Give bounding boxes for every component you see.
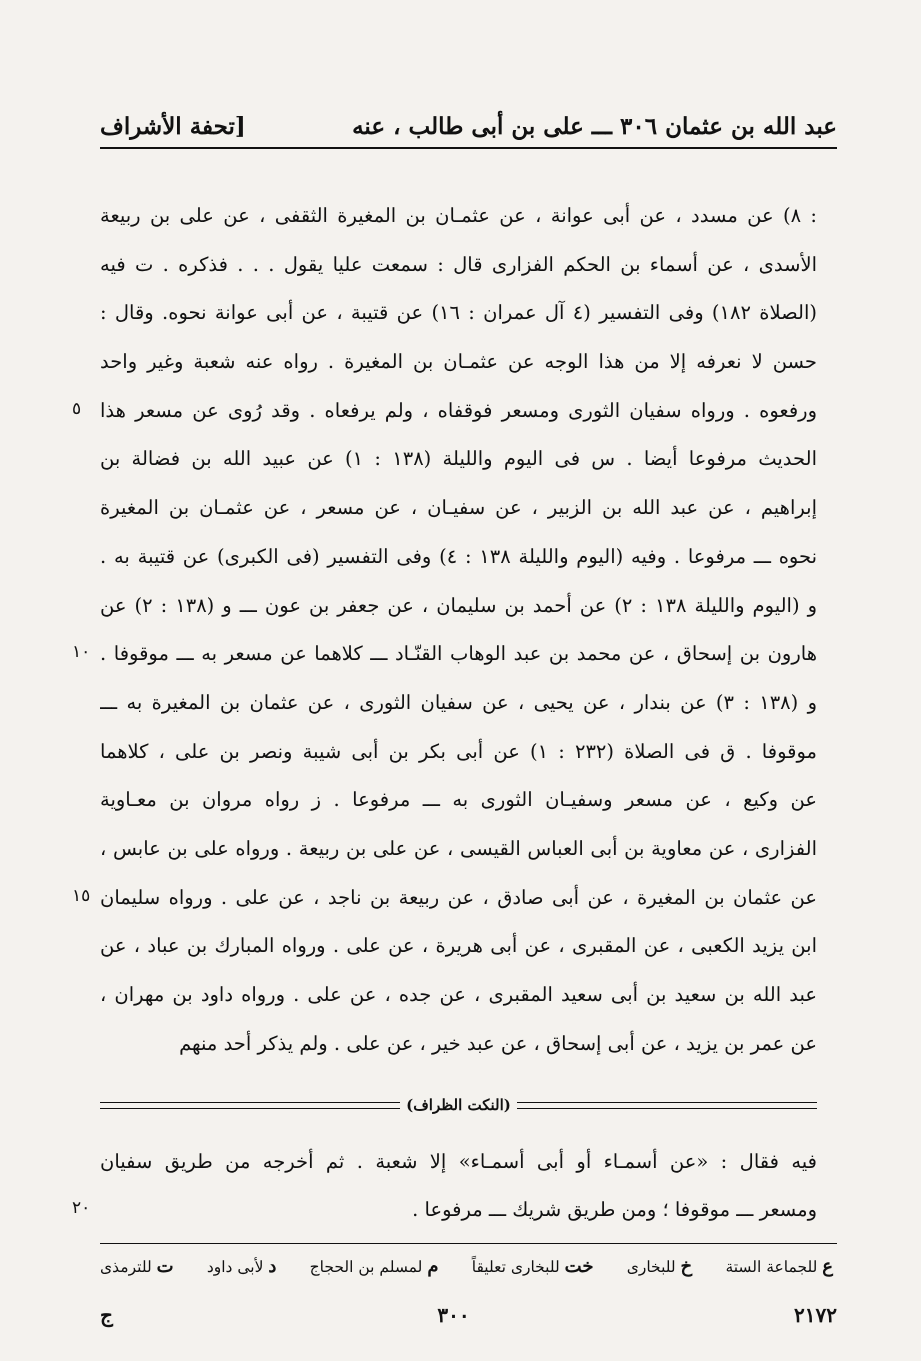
text-line: الأسدى ، عن أسماء بن الحكم الفزارى قال : سمعت عليا يقول . . . فذكره . ت فيه (100, 252, 817, 276)
page-number: ٣٠٠ (437, 1303, 470, 1327)
abbreviation-meaning: للجماعة الستة (725, 1257, 818, 1276)
text-line: الفزارى ، عن معاوية بن أبى العباس القيسى ، عن على بن ربيعة . ورواه على بن عابس ، (100, 836, 817, 860)
abbreviation-symbol: د (268, 1255, 277, 1277)
abbreviation-meaning: لأبى داود (206, 1257, 264, 1276)
text-line: الحديث مرفوعا أيضا . س فى اليوم والليلة (١٣٨ : ١) عن عبيد الله بن فضالة بن (100, 447, 817, 471)
text-line: موقوفا . ق فى الصلاة (٢٣٢ : ١) عن أبى بكر بن أبى شيبة ونصر بن على ، كلاهما (100, 739, 817, 763)
footer-entry-number: ٢١٧٢ (794, 1303, 837, 1327)
divider-label: (النكت الظراف) (406, 1096, 511, 1114)
notes-text (100, 1138, 817, 1234)
text-line: عن وكيع ، عن مسعر وسفيـان الثورى به ـــ مرفوعا . ز رواه مروان بن معـاوية (100, 788, 817, 812)
note-line: فيه فقال : «عن أسمـاء أو أبى أسمـاء» إلا شعبة . ثم أخرجه من طريق سفيان (100, 1150, 817, 1173)
abbreviation-symbol: خ (680, 1255, 693, 1277)
abbreviation-meaning: للترمذى (100, 1257, 152, 1276)
notes-divider (100, 1090, 817, 1120)
abbreviation-key (100, 1252, 833, 1280)
abbreviation-symbol: خت (564, 1255, 594, 1277)
header-section-title: عبد الله بن عثمان ٣٠٦ ـــ على بن أبى طالب ، عنه (352, 112, 837, 140)
text-line: و (اليوم والليلة ١٣٨ : ٢) عن أحمد بن سليمان ، عن جعفر بن عون ـــ و (١٣٨ : ٢) عن (100, 593, 817, 617)
abbreviation-meaning: لمسلم بن الحجاج (309, 1257, 423, 1276)
line-number: ٥ (72, 398, 82, 419)
divider-rule-right (517, 1102, 817, 1109)
abbreviation-symbol: م (427, 1255, 439, 1277)
footer-volume-letter: ج (100, 1303, 113, 1327)
abbreviation-item (627, 1256, 692, 1277)
text-line: (الصلاة ١٨٢) وفى التفسير (٤ آل عمران : ١٦) عن قتيبة ، عن أبى عوانة نحوه. وقال : (100, 301, 817, 325)
abbreviation-item (725, 1256, 833, 1277)
abbreviation-item (100, 1256, 174, 1277)
text-line: حسن لا نعرفه إلا من هذا الوجه عن عثمـان بن المغيرة . رواه عنه شعبة وغير واحد (100, 350, 817, 374)
running-header (100, 108, 837, 144)
text-line: : ٨) عن مسدد ، عن أبى عوانة ، عن عثمـان بن المغيرة الثقفى ، عن على بن ربيعة (100, 204, 817, 227)
abbreviation-meaning: للبخارى (626, 1257, 676, 1276)
abbreviation-symbol: ع (822, 1255, 833, 1277)
header-rule (100, 147, 837, 149)
main-text (100, 192, 817, 1068)
abbreviation-item (207, 1256, 277, 1277)
line-number: ١٠ (72, 642, 91, 663)
line-number: ٢٠ (72, 1198, 91, 1218)
abbreviation-item (310, 1256, 439, 1277)
text-line: و (١٣٨ : ٣) عن بندار ، عن يحيى ، عن سفيان الثورى ، عن عثمان بن المغيرة به ـــ (100, 690, 817, 714)
text-line: إبراهيم ، عن عبد الله بن الزبير ، عن سفيـان ، عن مسعر ، عن عثمـان بن المغيرة (100, 496, 817, 520)
header-book-title: [تحفة الأشراف (100, 112, 246, 140)
text-line: ابن يزيد الكعبى ، عن المقبرى ، عن أبى هريرة ، عن على . ورواه المبارك بن عباد ، عن (100, 934, 817, 958)
line-number: ١٥ (72, 885, 91, 906)
note-line: ومسعر ـــ موقوفا ؛ ومن طريق شريك ـــ مرفوعا . (412, 1198, 817, 1221)
footer-rule (100, 1243, 837, 1244)
text-line: نحوه ـــ مرفوعا . وفيه (اليوم والليلة ١٣٨ : ٤) وفى التفسير (فى الكبرى) عن قتيبة به . (100, 544, 817, 568)
abbreviation-meaning: للبخارى تعليقاً (471, 1257, 560, 1276)
divider-rule-left (100, 1102, 400, 1109)
text-line: ورفعوه . ورواه سفيان الثورى ومسعر فوقفاه ، ولم يرفعاه . وقد رُوى عن مسعر هذا (100, 398, 817, 422)
line-number-margin (72, 0, 96, 1361)
text-line: عن عثمان بن المغيرة ، عن أبى صادق ، عن ربيعة بن ناجد ، عن على . ورواه سليمان (100, 885, 817, 909)
abbreviation-symbol: ت (156, 1255, 174, 1277)
text-line: عن عمر بن يزيد ، عن أبى إسحاق ، عن عبد خير ، عن على . ولم يذكر أحد منهم (179, 1031, 817, 1055)
text-line: هارون بن إسحاق ، عن محمد بن عبد الوهاب القنّـاد ـــ كلاهما عن مسعر به ـــ موقوفا . (100, 642, 817, 666)
text-line: عبد الله بن سعيد بن أبى سعيد المقبرى ، عن جده ، عن على . ورواه داود بن مهران ، (100, 983, 817, 1006)
page-footer (100, 1300, 837, 1330)
abbreviation-item (472, 1256, 594, 1277)
